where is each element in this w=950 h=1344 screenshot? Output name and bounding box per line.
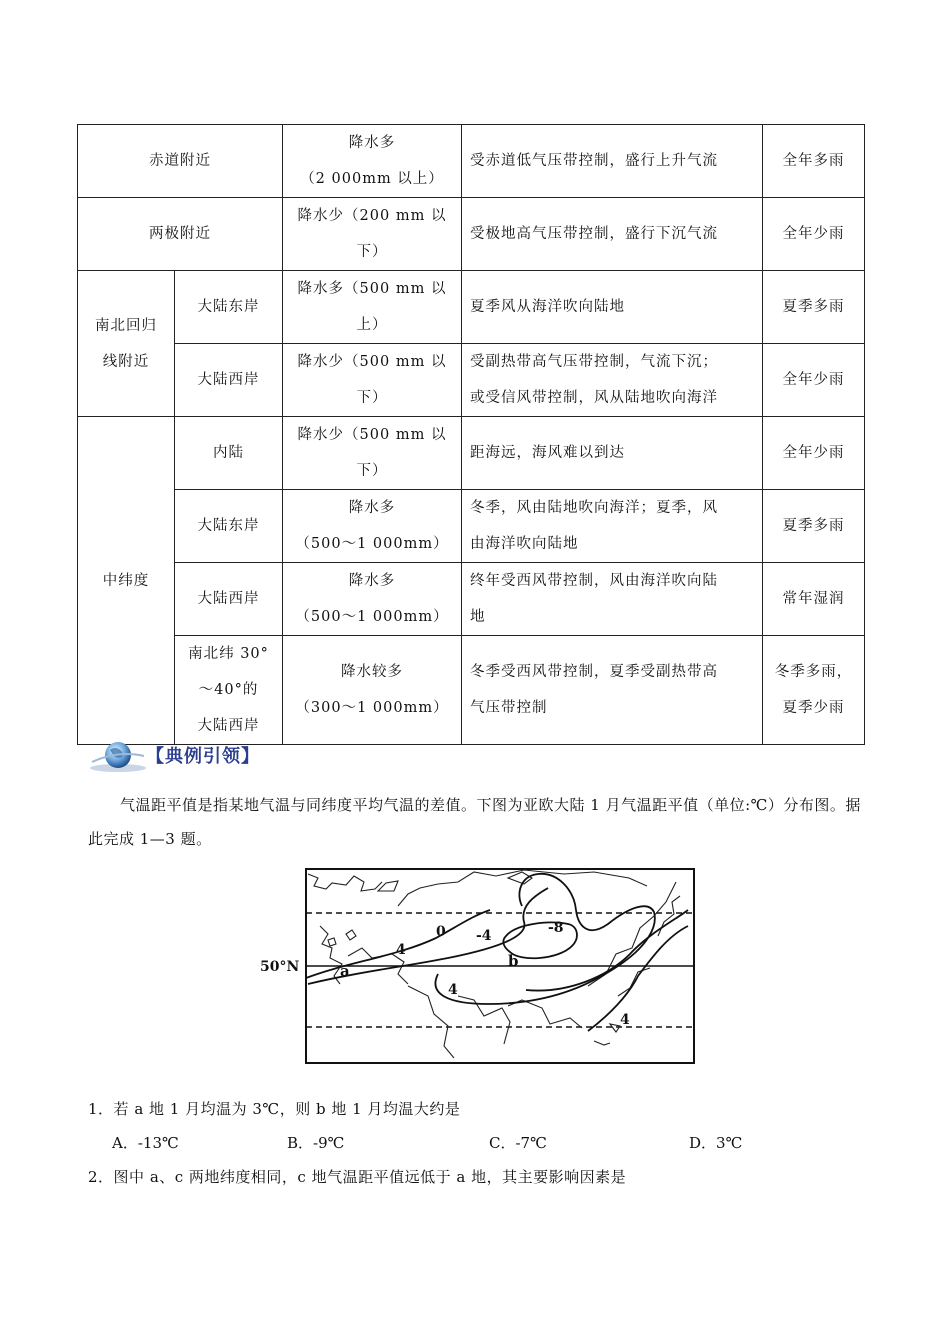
- isoline-label: 4: [620, 1012, 630, 1028]
- question-text: 图中 a、c 两地纬度相同，c 地气温距平值远低于 a 地，其主要影响因素是: [113, 1168, 627, 1186]
- table-row: [78, 490, 865, 563]
- table-row: [78, 198, 865, 271]
- isoline-label: 4: [448, 982, 458, 998]
- cause-cell: 受赤道低气压带控制，盛行上升气流: [462, 125, 763, 198]
- cause-cell: 距海远，海风难以到达: [462, 417, 763, 490]
- precipitation-cell: 降水多 （2 000mm 以上）: [283, 125, 462, 198]
- cause-cell: 夏季风从海洋吹向陆地: [462, 271, 763, 344]
- question-text: 若 a 地 1 月均温为 3℃，则 b 地 1 月均温大约是: [113, 1100, 461, 1118]
- section-header: [88, 736, 388, 776]
- isoline-label: 0: [436, 924, 446, 940]
- table-row: [78, 636, 865, 745]
- region-cell: 大陆西岸: [175, 563, 283, 636]
- region-cell: 两极附近: [78, 198, 283, 271]
- region-cell: 赤道附近: [78, 125, 283, 198]
- cause-cell: 冬季受西风带控制，夏季受副热带高 气压带控制: [462, 636, 763, 745]
- region-cell: 大陆东岸: [175, 271, 283, 344]
- region-cell: 内陆: [175, 417, 283, 490]
- cause-cell: 终年受西风带控制，风由海洋吹向陆 地: [462, 563, 763, 636]
- section-title: 【典例引领】: [146, 746, 260, 767]
- cause-cell: 冬季，风由陆地吹向海洋；夏季，风 由海洋吹向陆地: [462, 490, 763, 563]
- region-cell: 南北纬 30° ～40°的 大陆西岸: [175, 636, 283, 745]
- question-2: [88, 1166, 626, 1187]
- result-cell: 全年多雨: [763, 125, 865, 198]
- table-row: [78, 563, 865, 636]
- group-cell: 南北回归 线附近: [78, 271, 175, 417]
- precipitation-cell: 降水少（500 mm 以 下）: [283, 417, 462, 490]
- precipitation-cell: 降水多（500 mm 以 上）: [283, 271, 462, 344]
- group-cell: 中纬度: [78, 417, 175, 745]
- table-row: [78, 125, 865, 198]
- question-number: 2．: [88, 1168, 114, 1186]
- coastline: [308, 870, 680, 1058]
- result-cell: 全年少雨: [763, 417, 865, 490]
- question-number: 1．: [88, 1100, 114, 1118]
- option-a[interactable]: A．-13℃: [112, 1134, 179, 1152]
- question-1: [88, 1098, 460, 1119]
- precipitation-cell: 降水多 （500～1 000mm）: [283, 563, 462, 636]
- precipitation-table: [77, 124, 865, 745]
- isoline-label: -8: [548, 920, 564, 936]
- table-row: [78, 417, 865, 490]
- latitude-label: 50°N: [260, 959, 300, 975]
- table-row: [78, 344, 865, 417]
- cause-cell: 受极地高气压带控制，盛行下沉气流: [462, 198, 763, 271]
- result-cell: 夏季多雨: [763, 490, 865, 563]
- cause-cell: 受副热带高气压带控制，气流下沉； 或受信风带控制，风从陆地吹向海洋: [462, 344, 763, 417]
- result-cell: 冬季多雨， 夏季少雨: [763, 636, 865, 745]
- precipitation-cell: 降水少（500 mm 以 下）: [283, 344, 462, 417]
- globe-icon: [88, 738, 148, 774]
- region-cell: 大陆西岸: [175, 344, 283, 417]
- point-label-a: a: [340, 962, 350, 980]
- point-label-b: b: [508, 952, 519, 970]
- table-row: [78, 271, 865, 344]
- option-c[interactable]: C．-7℃: [489, 1134, 547, 1152]
- intro-paragraph: 气温距平值是指某地气温与同纬度平均气温的差值。下图为亚欧大陆 1 月气温距平值（单位:℃）分布图。据此完成 1—3 题。: [88, 796, 861, 848]
- precipitation-cell: 降水较多 （300～1 000mm）: [283, 636, 462, 745]
- isoline-label: -4: [476, 928, 492, 944]
- result-cell: 全年少雨: [763, 198, 865, 271]
- option-d[interactable]: D．3℃: [689, 1134, 743, 1152]
- temperature-anomaly-map: [258, 866, 698, 1066]
- option-b[interactable]: B．-9℃: [287, 1134, 345, 1152]
- region-cell: 大陆东岸: [175, 490, 283, 563]
- isoline-label: 4: [396, 942, 406, 958]
- precipitation-cell: 降水少（200 mm 以 下）: [283, 198, 462, 271]
- result-cell: 夏季多雨: [763, 271, 865, 344]
- result-cell: 常年湿润: [763, 563, 865, 636]
- result-cell: 全年少雨: [763, 344, 865, 417]
- isolines: [306, 874, 688, 1031]
- precipitation-cell: 降水多 （500～1 000mm）: [283, 490, 462, 563]
